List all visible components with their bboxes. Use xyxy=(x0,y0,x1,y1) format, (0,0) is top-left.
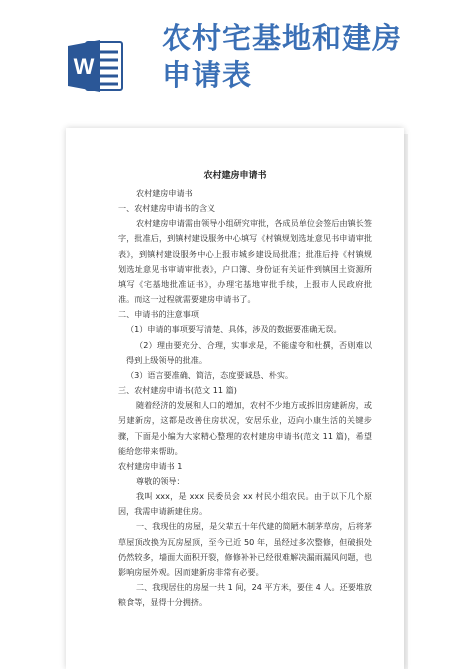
doc-line: （1）申请的事项要写清楚、具体，涉及的数据要准确无误。 xyxy=(126,324,342,335)
doc-paragraph: 农村建房申请需由领导小组研究审批，各成员单位会签后由镇长签字，批准后，到镇村建设服务中心填写《村镇规划选址意见书申请审批表》，到镇村建设服务中心上报市城乡建设局批准；批准后持《村镇规划选址意见书审请审批表》，户口簿、身份证有关证件到镇国土资源所填写《宅基地批准证书》，办理宅基地审批手续，上报市人民政府批准。而这一过程就需要建房申请书了。 xyxy=(118,218,372,305)
doc-paragraph: 一、我现住的房屋，是父辈五十年代建的简陋木制茅草房，后将茅草屋顶改换为瓦房屋顶，至今已近 50 年，虽经过多次整修，但破损处仍然较多，墙面大面积开裂，修修补补已经很难解决漏雨漏风问题，也影响房屋外观。因而建新房非常有必要。 xyxy=(118,521,372,577)
document-body xyxy=(118,186,372,610)
doc-line: 农村建房申请书 xyxy=(136,188,193,198)
doc-line: （3）语言要准确、简洁，态度要诚恳、朴实。 xyxy=(126,369,294,380)
document-page xyxy=(66,128,404,669)
section-heading: 三、农村建房申请书(范文 11 篇) xyxy=(118,385,237,396)
doc-paragraph: 随着经济的发展和人口的增加，农村不少地方或拆旧房建新房，或另建新房，这都是改善住房状况，安居乐业，迈向小康生活的关键步骤，下面是小编为大家精心整理的农村建房申请书(范文 11 篇)，希望能给您带来帮助。 xyxy=(118,400,372,456)
section-heading: 一、农村建房申请书的含义 xyxy=(118,203,216,214)
word-icon xyxy=(68,38,124,94)
doc-paragraph: 二、我现居住的房屋一共 1 间，24 平方米，要住 4 人。还要堆放粮食等，显得十分拥挤。 xyxy=(118,582,372,608)
word-logo-letter: W xyxy=(73,54,95,79)
banner-title xyxy=(162,20,462,94)
section-heading: 二、申请书的注意事项 xyxy=(118,309,199,320)
doc-line: 尊敬的领导： xyxy=(136,475,185,486)
document-title: 农村建房申请书 xyxy=(203,171,267,181)
header-banner xyxy=(0,0,474,112)
doc-paragraph: （2）理由要充分、合理，实事求是，不能虚夸和杜撰，否则难以得到上级领导的批准。 xyxy=(126,339,372,365)
doc-paragraph: 我叫 xxx，是 xxx 民委员会 xx 村民小组农民。由于以下几个原因，我需申请新建住房。 xyxy=(118,491,372,517)
doc-line: 农村建房申请书 1 xyxy=(118,460,183,471)
banner-title-line1: 农村宅基地和建房 xyxy=(162,21,403,55)
banner-title-line2: 申请表 xyxy=(162,58,253,92)
